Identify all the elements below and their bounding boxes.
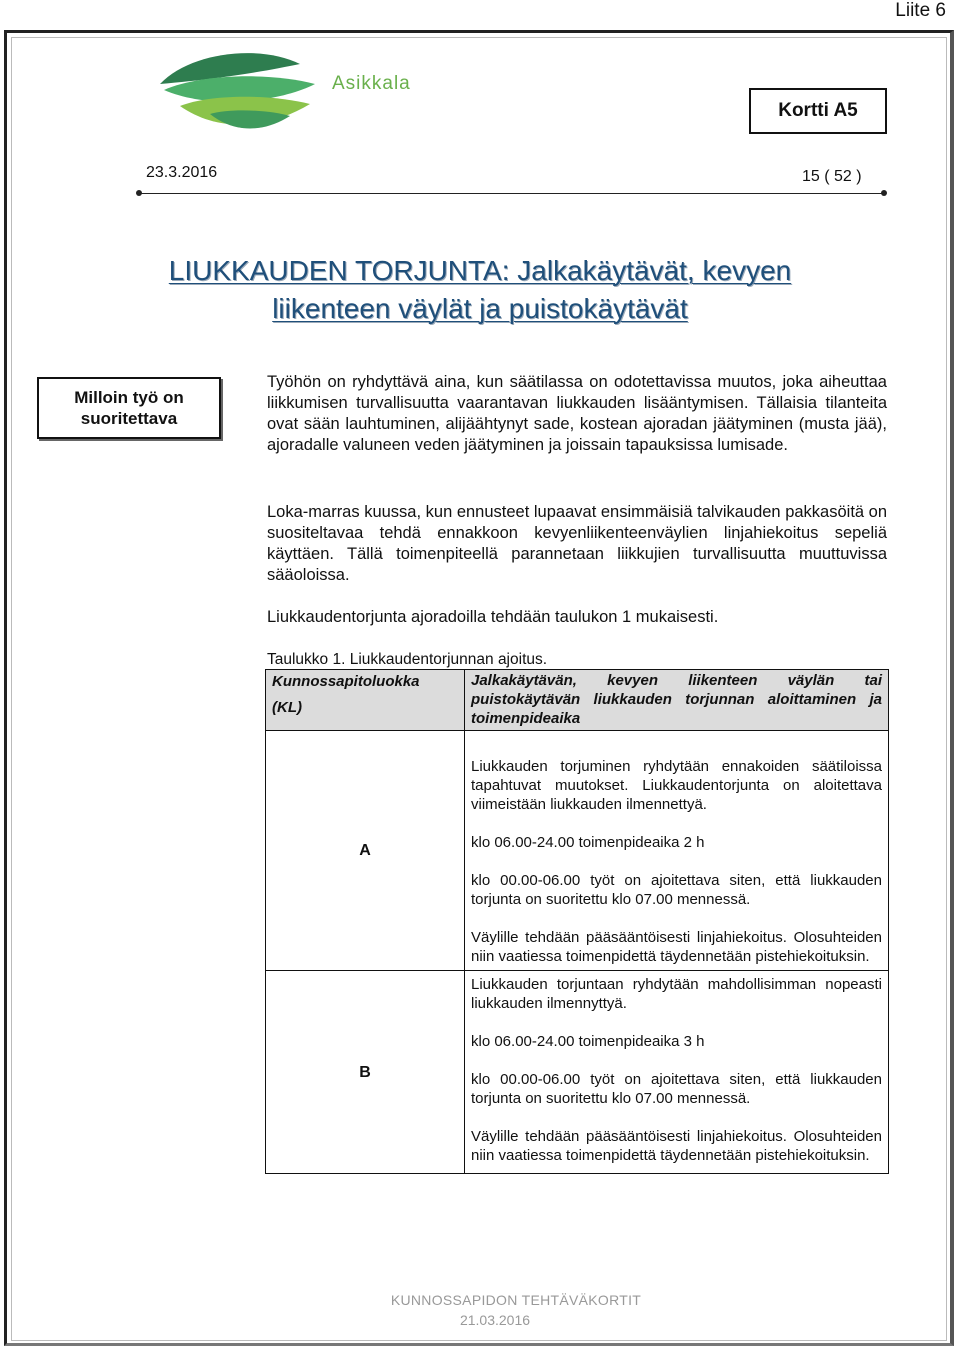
table-header-row (266, 670, 889, 731)
page-title-line-1: LIUKKAUDEN TORJUNTA: Jalkakäytävät, kevyen (168, 255, 792, 286)
table-row (266, 971, 889, 1174)
paragraph-autumn: Loka-marras kuussa, kun ennusteet lupaavat ensimmäisiä talvikauden pakkasöitä on suositeltavaa tehdä ennakkoon kevyenliikenteenväylien linjahiekoitus sepeliä käyttäen. Tällä toimenpiteellä parannetaan liikkujien turvallisuutta muuttuvissa sääoloissa. (267, 503, 888, 584)
header-rule (139, 193, 884, 194)
class-cell-a: A (266, 731, 465, 971)
side-label-line-1: Milloin työ on (74, 388, 184, 407)
timing-cell-b (465, 971, 889, 1174)
page-number: 15 ( 52 ) (802, 168, 862, 185)
header-timing-cell: Jalkakäytävän, kevyen liikenteen väylän tai puistokäytävän liukkauden torjunnan aloittaminen ja toimenpideaika (465, 670, 889, 731)
timing-cell-a (465, 731, 889, 971)
page-title (120, 252, 840, 328)
rule-endpoint-right (881, 190, 887, 196)
timing-b-line-4: Väylille tehdään pääsääntöisesti linjahiekoitus. Olosuhteiden niin vaatiessa toimenpidettä täydennetään pistehiekoituksin. (471, 1128, 882, 1164)
timing-a-line-2: klo 06.00-24.00 toimenpideaika 2 h (471, 834, 705, 851)
header-class-abbrev: (KL) (272, 699, 302, 716)
document-date: 23.3.2016 (146, 164, 218, 181)
side-label-line-2: suoritettava (80, 409, 178, 428)
timing-b-line-1: Liukkauden torjuntaan ryhdytään mahdollisimman nopeasti liukkauden ilmennyttyä. (471, 976, 882, 1012)
timing-b-line-2: klo 06.00-24.00 toimenpideaika 3 h (471, 1033, 705, 1050)
appendix-label: Liite 6 (895, 0, 946, 21)
table-caption: Taulukko 1. Liukkaudentorjunnan ajoitus. (267, 651, 548, 668)
timing-b-line-3: klo 00.00-06.00 työt on ajoitettava siten, että liukkauden torjunta on suoritettu klo 07.00 mennessä. (471, 1071, 882, 1107)
paragraph-conditions: Työhön on ryhdyttävä aina, kun säätilassa on odotettavissa muutos, joka aiheuttaa liikkumisen turvallisuutta vaarantavan liukkauden lisääntymisen. Tällaisia tilanteita ovat sään lauhtuminen, alijäähtynyt sade, kostean ajoradan jäätyminen (musta jää), ajoradalle valuneen veden jäätyminen ja joissain tapauksissa lumisade. (267, 373, 887, 454)
timing-a-line-1: Liukkauden torjuminen ryhdytään ennakoiden säätiloissa tapahtuvat muutokset. Liukkaudentorjunta on aloitettava viimeistään liukkauden ilmennettyä. (471, 758, 882, 813)
class-cell-b: B (266, 971, 465, 1174)
timing-a-line-4: Väylille tehdään pääsääntöisesti linjahiekoitus. Olosuhteiden niin vaatiessa toimenpidettä täydennetään pistehiekoituksin. (471, 929, 882, 965)
timing-a-line-3: klo 00.00-06.00 työt on ajoitettava siten, että liukkauden torjunta on suoritettu klo 07.00 mennessä. (471, 872, 882, 908)
rule-endpoint-left (136, 190, 142, 196)
card-id-box: Kortti A5 (749, 88, 887, 134)
when-to-perform-label (37, 377, 221, 439)
table-row (266, 731, 889, 971)
maintenance-class-table (265, 669, 889, 1174)
paragraph-table-ref: Liukkaudentorjunta ajoradoilla tehdään taulukon 1 mukaisesti. (267, 608, 719, 626)
brand-name: Asikkala (332, 73, 411, 94)
header-class-cell (266, 670, 465, 731)
footer-title: KUNNOSSAPIDON TEHTÄVÄKORTIT (390, 1292, 642, 1308)
page-title-line-2: liikenteen väylät ja puistokäytävät (272, 293, 688, 324)
footer-date: 21.03.2016 (459, 1312, 531, 1328)
header-class-label: Kunnossapitoluokka (272, 673, 420, 690)
